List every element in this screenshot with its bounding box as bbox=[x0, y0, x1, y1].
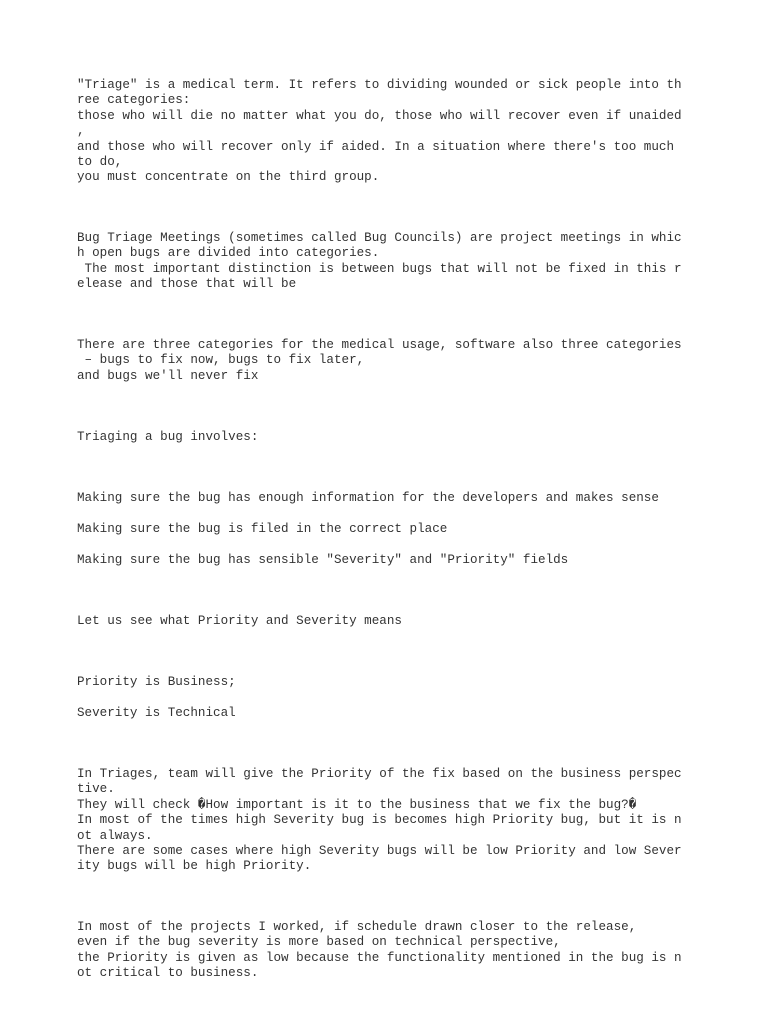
paragraph-triaging-involves: Triaging a bug involves: bbox=[77, 430, 259, 444]
paragraph-severity-technical: Severity is Technical bbox=[77, 706, 236, 720]
paragraph-priority-business: Priority is Business; bbox=[77, 675, 236, 689]
paragraph-priority-severity-intro: Let us see what Priority and Severity means bbox=[77, 614, 402, 628]
paragraph-in-most-projects: In most of the projects I worked, if schedule drawn closer to the release, even if the bug severity is more based on technical perspective, the Priority is given as low because the functionality mentioned in the bug is n ot critical to business. bbox=[77, 920, 682, 981]
paragraph-in-triages: In Triages, team will give the Priority of the fix based on the business perspec tive. They will check �How important is it to the business that we fix the bug?� In most of the times high Severity bug is becomes high Priority bug, but it is n ot always. There are some cases where high Severity bugs will be low Priority and low Sever ity bugs will be high Priority. bbox=[77, 767, 682, 874]
paragraph-three-categories: There are three categories for the medical usage, software also three categories – bugs to fix now, bugs to fix later, and bugs we'll never fix bbox=[77, 338, 682, 383]
list-item-sensible-fields: Making sure the bug has sensible "Severity" and "Priority" fields bbox=[77, 553, 569, 567]
paragraph-triage-definition: "Triage" is a medical term. It refers to dividing wounded or sick people into th ree categories: those who will die no matter what you do, those who will recover even if unaided , and those who will recover only if aided. In a situation where there's too much to do, you must concentrate on the third group. bbox=[77, 78, 682, 185]
list-item-correct-place: Making sure the bug is filed in the correct place bbox=[77, 522, 448, 536]
paragraph-bug-triage-meetings: Bug Triage Meetings (sometimes called Bug Councils) are project meetings in whic h open bugs are divided into categories. The most important distinction is between bugs that will not be fixed in this r elease and those that will be bbox=[77, 231, 682, 292]
list-item-enough-information: Making sure the bug has enough information for the developers and makes sense bbox=[77, 491, 659, 505]
